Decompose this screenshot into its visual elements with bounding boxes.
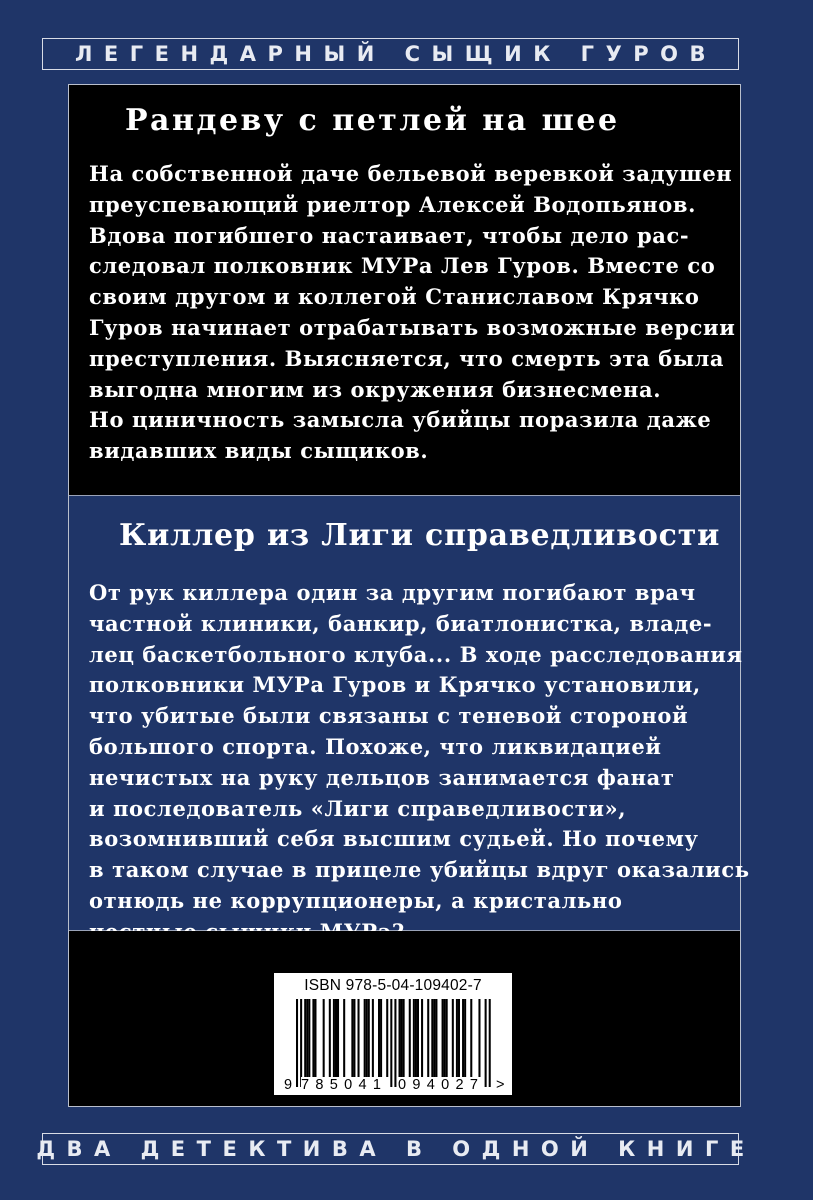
barcode-bar (444, 999, 446, 1077)
barcode-digits-left: 785041 (301, 1077, 388, 1093)
story-2-line: От рук киллера один за другим погибают врач (89, 580, 696, 605)
story-1-line: На собственной даче бельевой веревкой задушен (89, 161, 733, 186)
story-1-title: Рандеву с петлей на шее (125, 103, 620, 138)
barcode-bar (478, 999, 480, 1077)
barcode-bar (470, 999, 472, 1077)
series-banner: ЛЕГЕНДАРНЫЙ СЫЩИК ГУРОВ (42, 38, 739, 70)
story-2-line: полковники МУРа Гуров и Крячко установили, (89, 672, 701, 698)
barcode-bar (337, 999, 339, 1077)
barcode-bar (413, 999, 415, 1077)
story-panel-1 (69, 85, 740, 495)
story-1-annotation (89, 159, 735, 467)
barcode-bar (308, 999, 310, 1077)
story-1-line: своим другом и коллегой Станиславом Крячко (89, 284, 700, 310)
barcode-bar (353, 999, 355, 1077)
story-2-annotation (89, 578, 750, 948)
story-2-line: большого спорта. Похоже, что ликвидацией (89, 733, 662, 759)
barcode-bar (323, 999, 325, 1077)
story-1-line: Вдова погибшего настаивает, чтобы дело рас- (89, 222, 690, 248)
story-1-line: преуспевающий риелтор Алексей Водопьянов. (89, 191, 696, 217)
barcode-bar (329, 999, 331, 1077)
barcode-bar (427, 999, 429, 1077)
barcode-bar (399, 999, 401, 1077)
barcode-bar (366, 999, 368, 1077)
story-2-line: частной клиники, банкир, биатлонистка, владе- (89, 610, 713, 636)
barcode-bar (456, 999, 458, 1077)
barcode-bar (364, 999, 366, 1077)
isbn-label: ISBN 978-5-04-109402-7 (304, 977, 482, 994)
barcode-bar (343, 999, 345, 1077)
barcode-bar (464, 999, 466, 1077)
barcode-bar (314, 999, 316, 1077)
barcode-bar (409, 999, 411, 1077)
barcode-bar (431, 999, 433, 1077)
barcode-bar (485, 999, 487, 1087)
barcode-bar (300, 999, 302, 1087)
barcode-bar (417, 999, 419, 1077)
barcode-bar (312, 999, 314, 1077)
story-1-line: следовал полковник МУРа Лев Гуров. Вместе со (89, 253, 716, 279)
barcode-bar (462, 999, 464, 1077)
story-1-line: выгодна многим из окружения бизнесмена. (89, 376, 662, 402)
barcode-bar (442, 999, 444, 1077)
story-2-title: Киллер из Лиги справедливости (119, 518, 721, 553)
story-1-line: Но циничность замысла убийцы поразила даже (89, 407, 712, 433)
isbn-barcode (274, 973, 512, 1095)
barcode-bar (335, 999, 337, 1077)
story-1-line: видавших виды сыщиков. (89, 438, 429, 464)
barcode-bar (358, 999, 360, 1077)
barcode-bar (489, 999, 491, 1087)
story-2-line: отнюдь не коррупционеры, а кристально (89, 887, 623, 913)
barcode-bar (394, 999, 396, 1087)
barcode-bar (306, 999, 308, 1077)
story-2-line: нечистых на руку дельцов занимается фанат (89, 764, 675, 790)
barcode-digits-right: 094027 (398, 1077, 485, 1093)
story-2-line: в таком случае в прицеле убийцы вдруг оказались (89, 857, 750, 883)
barcode-bar (401, 999, 403, 1077)
barcode-bar (378, 999, 380, 1077)
barcode-bar (390, 999, 392, 1087)
barcode-panel (69, 931, 740, 1106)
story-1-line: Гуров начинает отрабатывать возможные версии (89, 314, 736, 340)
barcode-bar (458, 999, 460, 1077)
barcode-bar (415, 999, 417, 1077)
barcode-bar (421, 999, 423, 1077)
barcode-bar (296, 999, 298, 1087)
barcode-bar (433, 999, 435, 1077)
story-2-line: лец баскетбольного клуба... В ходе расследования (89, 641, 743, 667)
barcode-bar (372, 999, 374, 1077)
story-2-line: что убитые были связаны с теневой стороной (89, 703, 689, 729)
barcode-bar (380, 999, 382, 1077)
barcode-bar (333, 999, 335, 1077)
barcode-bar (435, 999, 437, 1077)
barcode-bar (304, 999, 306, 1077)
tagline-banner: ДВА ДЕТЕКТИВА В ОДНОЙ КНИГЕ (42, 1133, 739, 1165)
story-2-line: и последователь «Лиги справедливости», (89, 795, 627, 821)
story-panel-2 (69, 495, 750, 931)
content-frame (68, 84, 750, 1107)
barcode-bar (351, 999, 353, 1077)
barcode-end-mark: > (496, 1077, 505, 1093)
story-1-line: преступления. Выясняется, что смерть эта была (89, 345, 725, 371)
barcode-digit-lead: 9 (284, 1077, 293, 1093)
barcode-bar (403, 999, 405, 1077)
story-2-line: возомнивший себя высшим судьей. Но почему (89, 826, 699, 852)
barcode-bar (446, 999, 448, 1077)
barcode-bar (386, 999, 388, 1077)
barcode-bar (452, 999, 454, 1077)
barcode-bar (368, 999, 370, 1077)
